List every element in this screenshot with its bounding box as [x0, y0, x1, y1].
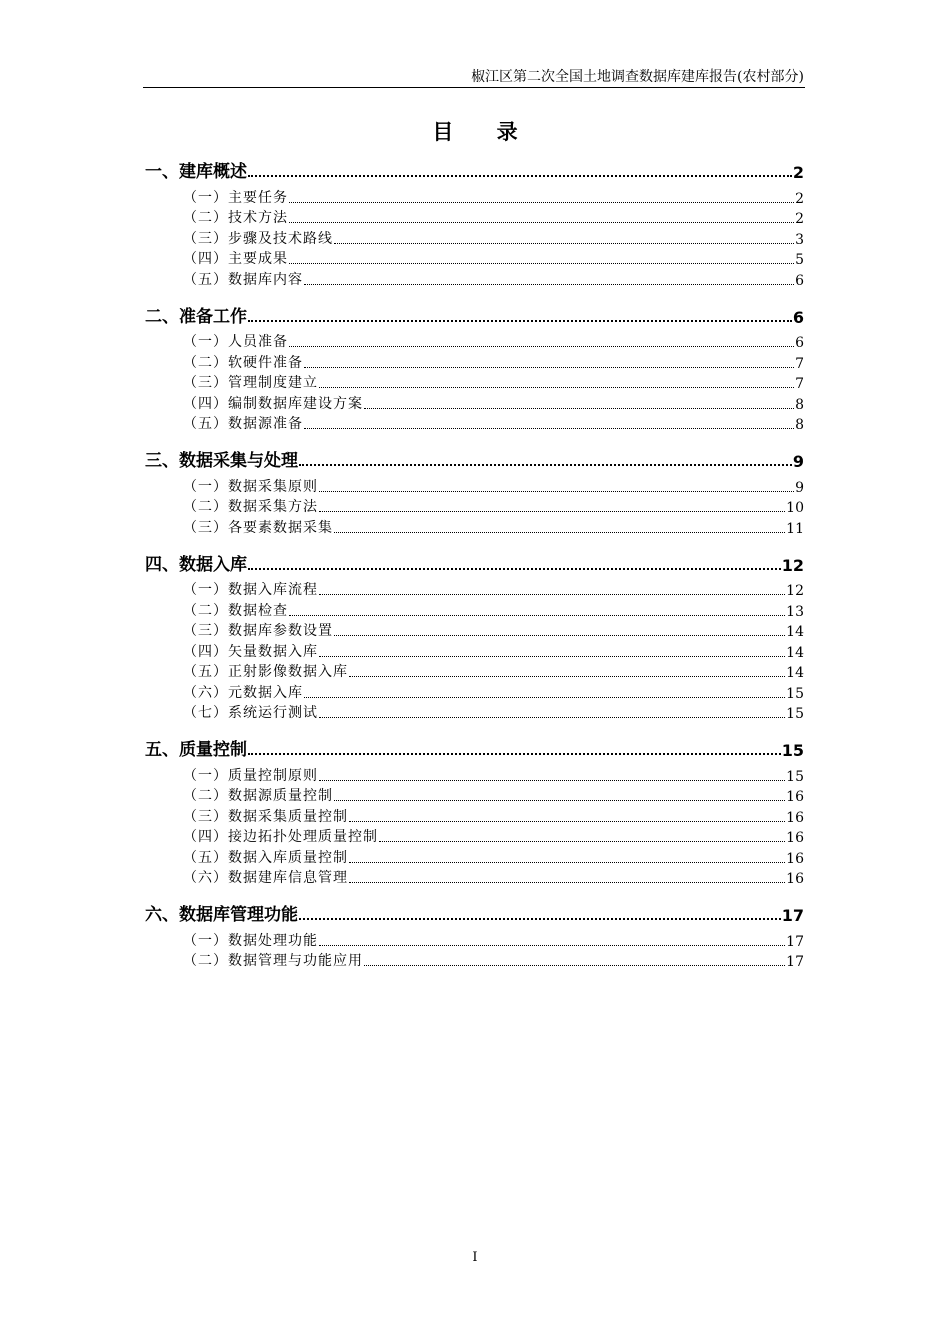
toc-leader-dots [319, 945, 785, 946]
toc-subsection-entry[interactable] [145, 227, 804, 248]
toc-subsection-label: （一）数据入库流程 [183, 582, 318, 598]
toc-subsection-entry[interactable] [145, 351, 804, 372]
toc-subsection-page-number: 14 [786, 665, 804, 681]
toc-subsection-page-number: 2 [795, 211, 804, 227]
toc-subsection-label: （一）人员准备 [183, 334, 288, 350]
toc-leader-dots [334, 800, 785, 801]
toc-section-label: 一、建库概述 [145, 162, 247, 182]
toc-subsection-entry[interactable] [145, 331, 804, 352]
toc-leader-dots [364, 408, 794, 409]
toc-leader-dots [248, 568, 781, 570]
toc-subsection-entry[interactable] [145, 764, 804, 785]
toc-section-label: 五、质量控制 [145, 740, 247, 760]
toc-subsection-page-number: 14 [786, 624, 804, 640]
toc-subsection-page-number: 7 [795, 376, 804, 392]
toc-leader-dots [349, 882, 785, 883]
toc-subsection-page-number: 16 [786, 789, 804, 805]
header-rule [143, 87, 805, 88]
toc-subsection-label: （二）数据检查 [183, 602, 288, 619]
toc-subsection-entry[interactable] [145, 599, 804, 620]
toc-section-page-number: 2 [792, 163, 804, 182]
toc-leader-dots [248, 753, 781, 755]
toc-subsection-entry[interactable] [145, 805, 804, 826]
toc-section-entry[interactable] [145, 730, 804, 760]
toc-leader-dots [334, 243, 794, 244]
page-number: I [472, 1250, 478, 1265]
toc-leader-dots [289, 615, 785, 616]
toc-leader-dots [319, 511, 785, 512]
toc-subsection-entry[interactable] [145, 372, 804, 393]
toc-subsection-label: （三）数据采集质量控制 [183, 808, 348, 825]
toc-subsection-label: （三）管理制度建立 [183, 375, 318, 391]
toc-section-label: 二、准备工作 [145, 306, 247, 327]
toc-leader-dots [304, 367, 794, 368]
toc-leader-dots [364, 965, 785, 966]
toc-subsection-list [145, 929, 804, 970]
toc-leader-dots [319, 491, 794, 492]
toc-subsection-label: （六）数据建库信息管理 [183, 870, 348, 886]
toc-subsection-label: （六）元数据入库 [183, 684, 303, 701]
toc-subsection-label: （二）软硬件准备 [183, 354, 303, 371]
toc-leader-dots [319, 387, 794, 388]
toc-subsection-entry[interactable] [145, 640, 804, 661]
toc-subsection-list [145, 764, 804, 887]
toc-subsection-label: （一）主要任务 [183, 189, 288, 206]
toc-leader-dots [334, 635, 785, 636]
toc-leader-dots [304, 697, 785, 698]
toc-subsection-page-number: 17 [786, 933, 804, 950]
toc-leader-dots [289, 202, 794, 203]
toc-subsection-entry[interactable] [145, 785, 804, 806]
toc-subsection-page-number: 8 [795, 417, 804, 433]
toc-leader-dots [248, 320, 792, 322]
toc-leader-dots [319, 656, 785, 657]
toc-leader-dots [299, 464, 792, 466]
toc-subsection-list [145, 331, 804, 434]
toc-subsection-page-number: 16 [786, 809, 804, 826]
toc-subsection-entry[interactable] [145, 186, 804, 207]
toc-leader-dots [304, 284, 794, 285]
toc-subsection-label: （二）技术方法 [183, 210, 288, 226]
toc-subsection-entry[interactable] [145, 620, 804, 641]
toc-subsection-list [145, 475, 804, 537]
toc-section-label: 六、数据库管理功能 [145, 905, 298, 925]
toc-subsection-page-number: 6 [795, 272, 804, 289]
toc-subsection-page-number: 9 [795, 479, 804, 496]
toc-section-page-number: 12 [781, 555, 804, 575]
toc-leader-dots [304, 428, 794, 429]
toc-subsection-entry[interactable] [145, 681, 804, 702]
toc-subsection-page-number: 3 [795, 231, 804, 248]
toc-subsection-page-number: 14 [786, 644, 804, 661]
toc-section-page-number: 6 [792, 307, 804, 327]
toc-subsection-label: （二）数据采集方法 [183, 499, 318, 515]
toc-subsection-page-number: 13 [786, 603, 804, 620]
toc-subsection-page-number: 15 [786, 768, 804, 785]
page-header: 椒江区第二次全国土地调查数据库建库报告(农村部分) [471, 69, 804, 85]
toc-section-page-number: 17 [781, 906, 804, 925]
toc-subsection-page-number: 8 [795, 396, 804, 413]
toc-subsection-page-number: 5 [795, 252, 804, 268]
toc-section-label: 四、数据入库 [145, 554, 247, 575]
toc-subsection-entry[interactable] [145, 475, 804, 496]
toc-subsection-label: （五）数据库内容 [183, 271, 303, 288]
toc-subsection-label: （四）接边拓扑处理质量控制 [183, 829, 378, 845]
toc-subsection-entry[interactable] [145, 702, 804, 723]
toc-subsection-page-number: 17 [786, 954, 804, 970]
toc-section-page-number: 15 [781, 741, 804, 760]
toc-subsection-page-number: 15 [786, 685, 804, 702]
toc-subsection-entry[interactable] [145, 413, 804, 434]
toc-subsection-label: （三）各要素数据采集 [183, 519, 333, 536]
toc-subsection-entry[interactable] [145, 846, 804, 867]
toc-subsection-entry[interactable] [145, 661, 804, 682]
toc-subsection-label: （三）数据库参数设置 [183, 623, 333, 639]
toc-subsection-entry[interactable] [145, 929, 804, 950]
toc-subsection-entry[interactable] [145, 496, 804, 517]
toc-subsection-page-number: 12 [786, 583, 804, 599]
toc-section-entry[interactable] [145, 152, 804, 182]
toc-subsection-entry[interactable] [145, 392, 804, 413]
toc-subsection-label: （一）数据处理功能 [183, 932, 318, 949]
toc-subsection-entry[interactable] [145, 516, 804, 537]
toc-leader-dots [349, 676, 785, 677]
toc-leader-dots [349, 821, 785, 822]
toc-subsection-page-number: 10 [786, 500, 804, 516]
toc-subsection-entry[interactable] [145, 950, 804, 971]
toc-subsection-page-number: 16 [786, 830, 804, 846]
toc-section-entry[interactable] [145, 545, 804, 575]
toc-leader-dots [319, 594, 785, 595]
toc-subsection-label: （四）编制数据库建设方案 [183, 395, 363, 412]
toc-subsection-label: （五）正射影像数据入库 [183, 664, 348, 680]
toc-subsection-page-number: 11 [786, 520, 804, 537]
toc-leader-dots [289, 263, 794, 264]
toc-leader-dots [289, 222, 794, 223]
toc-subsection-entry[interactable] [145, 579, 804, 600]
toc-subsection-label: （四）矢量数据入库 [183, 643, 318, 660]
toc-subsection-label: （三）步骤及技术路线 [183, 230, 333, 247]
table-of-contents [145, 152, 804, 970]
toc-section-entry[interactable] [145, 895, 804, 925]
toc-subsection-page-number: 16 [786, 871, 804, 887]
toc-section-entry[interactable] [145, 441, 804, 471]
toc-subsection-label: （七）系统运行测试 [183, 705, 318, 721]
toc-title: 目 录 [432, 119, 536, 144]
toc-section-label: 三、数据采集与处理 [145, 451, 298, 471]
toc-subsection-page-number: 16 [786, 850, 804, 867]
toc-subsection-entry[interactable] [145, 248, 804, 269]
toc-subsection-list [145, 579, 804, 723]
toc-subsection-label: （一）质量控制原则 [183, 767, 318, 784]
toc-section-entry[interactable] [145, 297, 804, 327]
toc-leader-dots [349, 862, 785, 863]
toc-subsection-label: （五）数据源准备 [183, 416, 303, 432]
toc-subsection-label: （五）数据入库质量控制 [183, 849, 348, 866]
toc-leader-dots [334, 532, 785, 533]
toc-subsection-label: （一）数据采集原则 [183, 478, 318, 495]
toc-subsection-page-number: 7 [795, 355, 804, 372]
toc-subsection-entry[interactable] [145, 268, 804, 289]
toc-subsection-entry[interactable] [145, 826, 804, 847]
toc-section-page-number: 9 [792, 452, 804, 471]
toc-leader-dots [299, 918, 781, 920]
toc-leader-dots [248, 175, 792, 177]
toc-leader-dots [289, 346, 794, 347]
toc-subsection-list [145, 186, 804, 289]
toc-subsection-entry[interactable] [145, 867, 804, 888]
toc-subsection-entry[interactable] [145, 207, 804, 228]
toc-subsection-page-number: 2 [795, 190, 804, 207]
toc-subsection-label: （四）主要成果 [183, 251, 288, 267]
toc-leader-dots [379, 841, 785, 842]
toc-subsection-page-number: 15 [786, 706, 804, 722]
toc-leader-dots [319, 780, 785, 781]
toc-subsection-label: （二）数据源质量控制 [183, 788, 333, 804]
toc-subsection-page-number: 6 [795, 335, 804, 351]
toc-leader-dots [319, 717, 785, 718]
toc-subsection-label: （二）数据管理与功能应用 [183, 953, 363, 969]
